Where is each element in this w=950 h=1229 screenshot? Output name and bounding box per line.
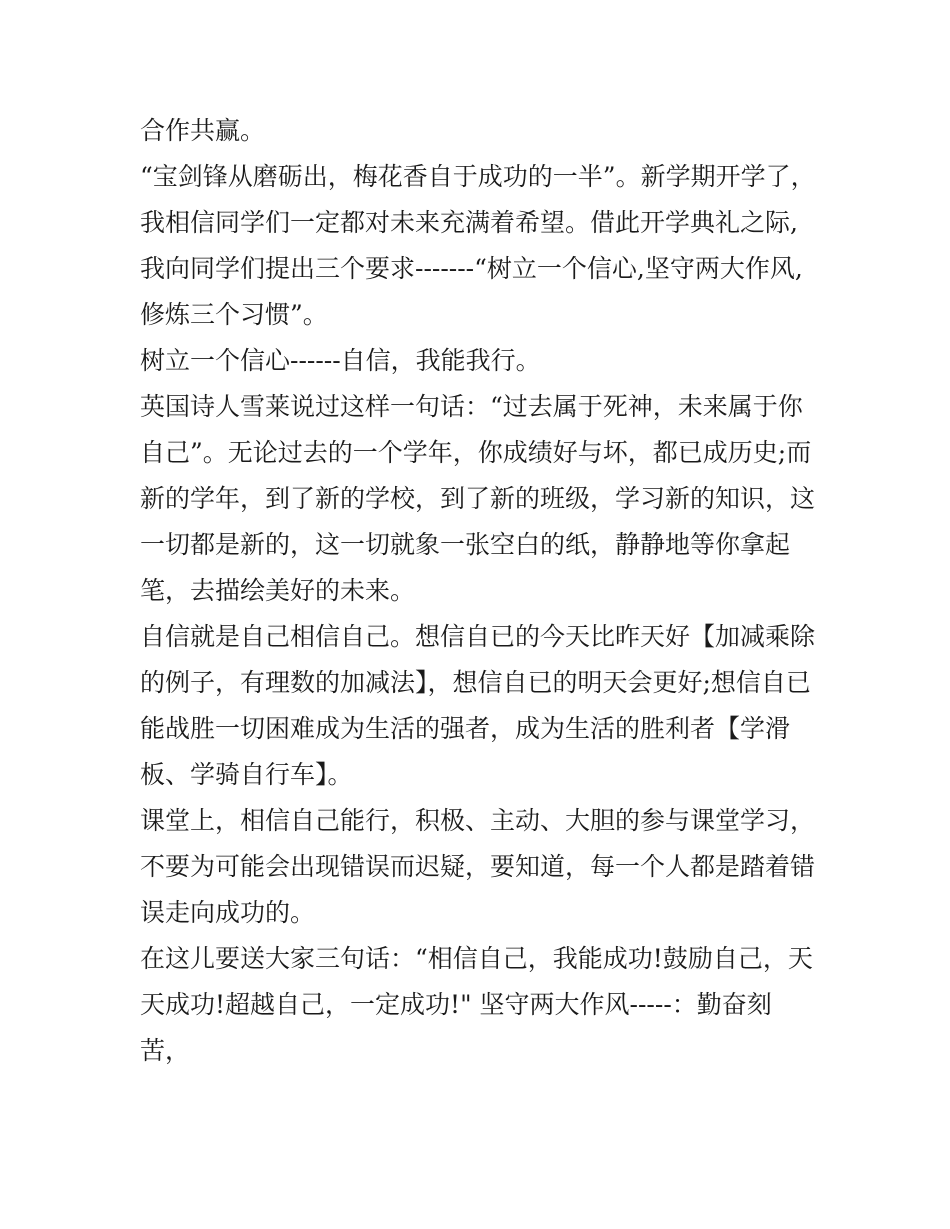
document-body [140, 108, 820, 1074]
paragraph-5: 自信就是自己相信自己。想信自已的今天比昨天好【加减乘除的例子，有理数的加减法】，想信自已的明天会更好;想信自已能战胜一切困难成为生活的强者，成为生活的胜利者【学滑板、学骑自行车】。 [140, 622, 816, 789]
paragraph-7: 在这儿要送大家三句话：“相信自己，我能成功!鼓励自己，天天成功!超越自己，一定成功!" 坚守两大作风-----：勤奋刻苦， [140, 944, 813, 1065]
paragraph-2: “宝剑锋从磨砺出，梅花香自于成功的一半”。新学期开学了，我相信同学们一定都对未来充满着希望。借此开学典礼之际,我向同学们提出三个要求-------“树立一个信心,坚守两大作风,修炼三个习惯”。 [140, 162, 816, 329]
paragraph-3: 树立一个信心------自信，我能我行。 [140, 346, 541, 375]
paragraph-1: 合作共赢。 [140, 116, 266, 145]
paragraph-6: 课堂上，相信自己能行，积极、主动、大胆的参与课堂学习，不要为可能会出现错误而迟疑，要知道，每一个人都是踏着错误走向成功的。 [140, 806, 816, 927]
paragraph-4: 英国诗人雪莱说过这样一句话：“过去属于死神，未来属于你自己”。无论过去的一个学年，你成绩好与坏，都已成历史;而新的学年，到了新的学校，到了新的班级，学习新的知识，这一切都是新的，这一切就象一张空白的纸，静静地等你拿起笔，去描绘美好的未来。 [140, 392, 816, 605]
